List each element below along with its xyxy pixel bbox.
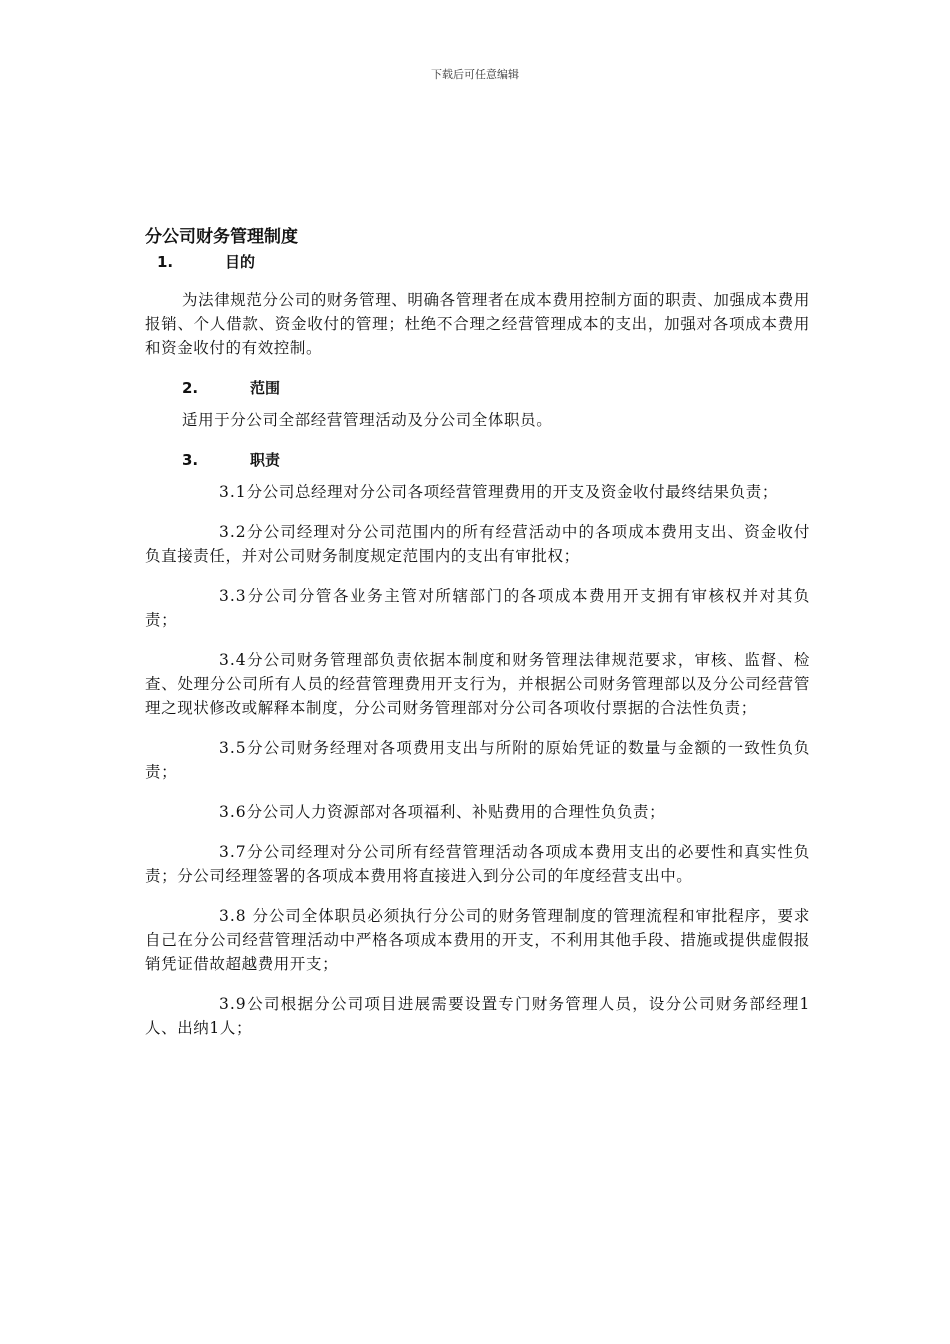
section-title: 目的: [225, 253, 256, 271]
clause-3-9: [145, 992, 810, 1040]
section-number: 2.: [182, 379, 199, 397]
clause-number: 3.9: [219, 995, 247, 1013]
section-number: 1.: [157, 253, 174, 271]
clause-text: 分公司财务管理部负责依据本制度和财务管理法律规范要求，审核、监督、检查、处理分公司所有人员的经营管理费用开支行为，并根据公司财务管理部以及分公司经营管理之现状修改或解释本制度，分公司财务管理部对分公司各项收付票据的合法性负责；: [145, 651, 810, 717]
section-paragraph-scope: 适用于分公司全部经营管理活动及分公司全体职员。: [182, 411, 553, 429]
clause-text: 公司根据分公司项目进展需要设置专门财务管理人员，设分公司财务部经理1人、出纳1人；: [145, 995, 810, 1037]
page-header-note: 下载后可任意编辑: [431, 68, 519, 81]
clause-number: 3.5: [219, 739, 247, 757]
clause-3-1: [145, 480, 810, 504]
section-number: 3.: [182, 451, 199, 469]
clause-number: 3.8: [219, 907, 247, 925]
clause-3-5: [145, 736, 810, 784]
section-heading-responsibilities: [145, 448, 810, 472]
section-paragraph-purpose: 为法律规范分公司的财务管理、明确各管理者在成本费用控制方面的职责、加强成本费用报销、个人借款、资金收付的管理；杜绝不合理之经营管理成本的支出，加强对各项成本费用和资金收付的有效控制。: [145, 291, 810, 357]
document-body: [145, 224, 810, 1056]
clause-text: 分公司人力资源部对各项福利、补贴费用的合理性负负责；: [246, 803, 666, 821]
clause-3-7: [145, 840, 810, 888]
section-title: 职责: [250, 451, 281, 469]
clause-text: 分公司财务经理对各项费用支出与所附的原始凭证的数量与金额的一致性负负责；: [145, 739, 810, 781]
clause-3-3: [145, 584, 810, 632]
clause-number: 3.6: [219, 803, 247, 821]
clause-number: 3.4: [219, 651, 247, 669]
clause-text: 分公司经理对分公司范围内的所有经营活动中的各项成本费用支出、资金收付负直接责任，并对公司财务制度规定范围内的支出有审批权；: [145, 523, 810, 565]
clause-number: 3.1: [219, 483, 247, 501]
clause-number: 3.3: [219, 587, 247, 605]
document-title: 分公司财务管理制度: [145, 227, 298, 247]
clause-3-2: [145, 520, 810, 568]
section-heading-scope: [145, 376, 810, 400]
clause-text: 分公司经理对分公司所有经营管理活动各项成本费用支出的必要性和真实性负责；分公司经理签署的各项成本费用将直接进入到分公司的年度经营支出中。: [145, 843, 810, 885]
clause-number: 3.2: [219, 523, 247, 541]
clause-text: 分公司总经理对分公司各项经营管理费用的开支及资金收付最终结果负责；: [246, 483, 778, 501]
clause-3-8: [145, 904, 810, 976]
clause-text: 分公司分管各业务主管对所辖部门的各项成本费用开支拥有审核权并对其负责；: [145, 587, 810, 629]
clause-text: 分公司全体职员必须执行分公司的财务管理制度的管理流程和审批程序，要求自己在分公司经营管理活动中严格各项成本费用的开支，不利用其他手段、措施或提供虚假报销凭证借故超越费用开支；: [145, 907, 811, 973]
clause-3-4: [145, 648, 810, 720]
section-heading-purpose: [145, 250, 810, 274]
clause-3-6: [145, 800, 810, 824]
clause-number: 3.7: [219, 843, 247, 861]
section-title: 范围: [250, 379, 281, 397]
